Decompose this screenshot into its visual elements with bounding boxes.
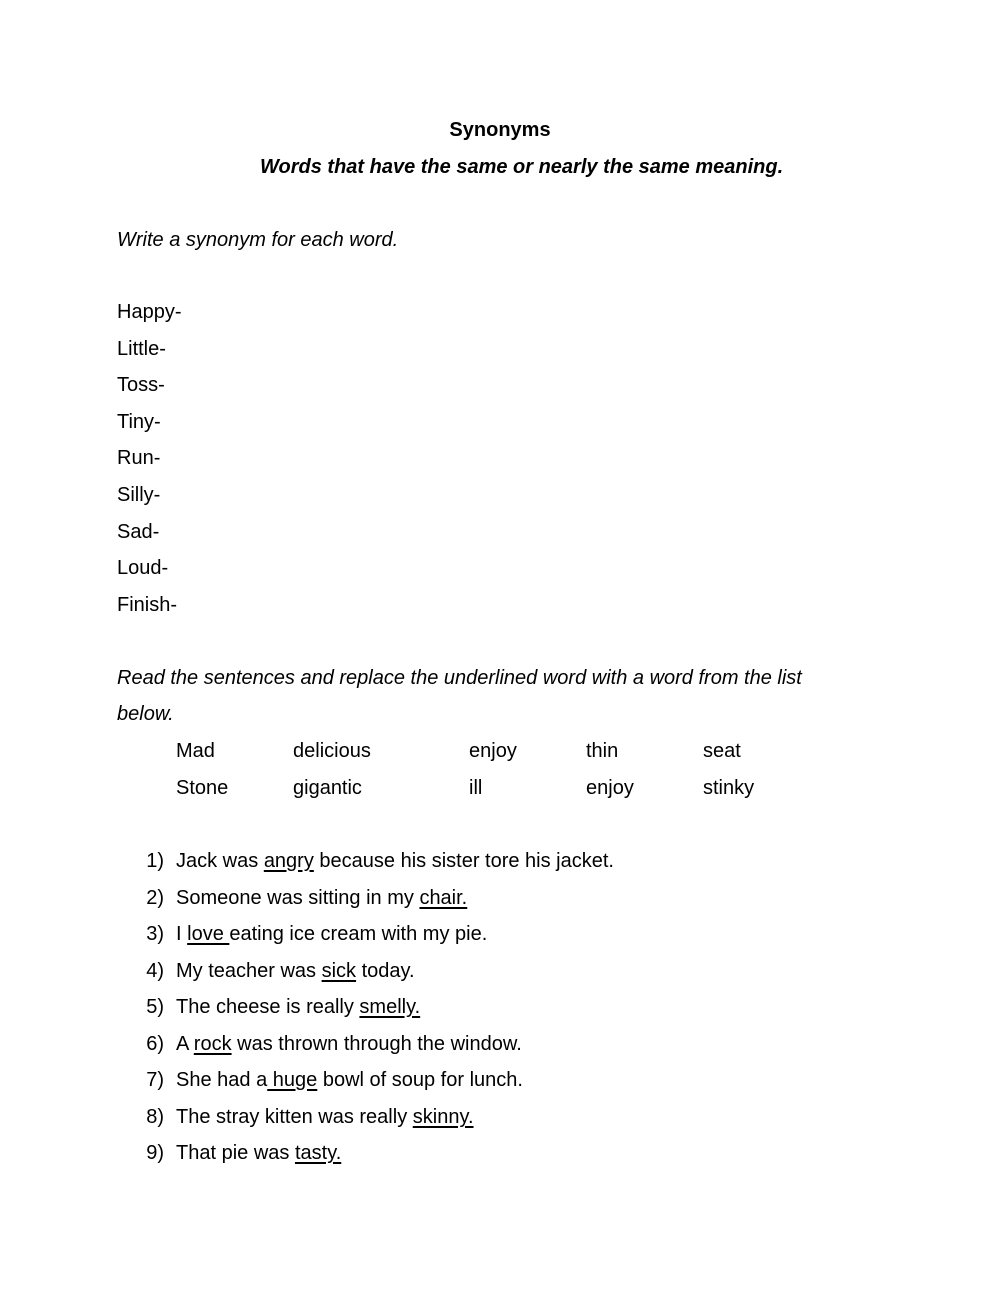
word-bank-item: Stone — [176, 777, 229, 799]
word-bank-item: gigantic — [293, 777, 362, 799]
synonym-word-finish: Finish- — [117, 594, 178, 616]
synonym-word-sad: Sad- — [117, 521, 160, 543]
sentence-text — [176, 1068, 523, 1092]
underlined-word: smelly. — [359, 996, 421, 1018]
word-bank-item: enjoy — [586, 777, 634, 799]
synonym-word-little: Little- — [117, 338, 166, 360]
synonym-word-run: Run- — [117, 447, 161, 469]
page-subtitle: Words that have the same or nearly the same meaning. — [260, 156, 784, 178]
sentence-number: 1) — [146, 850, 164, 872]
sentence-number: 5) — [146, 996, 164, 1018]
page-title: Synonyms — [449, 119, 551, 141]
underlined-word: love — [187, 923, 230, 945]
section2-instruction-line2: below. — [117, 703, 174, 725]
sentence-text — [176, 1105, 474, 1129]
synonym-word-toss: Toss- — [117, 374, 165, 396]
word-bank-item: ill — [469, 777, 483, 799]
underlined-word: tasty. — [294, 1142, 342, 1164]
sentence-number: 3) — [146, 923, 164, 945]
sentence-text-before: The cheese is really — [176, 996, 360, 1018]
sentence-text-before: The stray kitten was really — [176, 1106, 413, 1128]
sentence-text — [176, 922, 487, 946]
word-bank-item: Mad — [176, 740, 215, 762]
sentence-text-before: A — [176, 1033, 194, 1055]
word-bank-item: thin — [586, 740, 619, 762]
sentence-number: 4) — [146, 960, 164, 982]
sentence-text-before: I — [176, 923, 188, 945]
section2-instruction-line1: Read the sentences and replace the underlined word with a word from the list — [117, 667, 802, 689]
word-bank-item: enjoy — [469, 740, 517, 762]
synonym-word-silly: Silly- — [117, 484, 161, 506]
sentence-text — [176, 886, 467, 910]
sentence-number: 8) — [146, 1106, 164, 1128]
underlined-word: rock — [193, 1033, 232, 1055]
underlined-word: huge — [267, 1069, 318, 1091]
sentence-number: 7) — [146, 1069, 164, 1091]
underlined-word: angry — [263, 850, 314, 872]
sentence-text-before: Jack was — [176, 850, 264, 872]
sentence-text-before: My teacher was — [176, 960, 322, 982]
sentence-text — [176, 995, 420, 1019]
sentence-text-before: She had a — [176, 1069, 268, 1091]
sentence-text-before: Someone was sitting in my — [176, 887, 420, 909]
synonym-word-happy: Happy- — [117, 301, 182, 323]
word-bank-item: stinky — [703, 777, 755, 799]
sentence-text-after: because his sister tore his jacket. — [313, 850, 614, 872]
synonym-word-loud: Loud- — [117, 557, 169, 579]
underlined-word: sick — [321, 960, 357, 982]
sentence-text-after: eating ice cream with my pie. — [229, 923, 488, 945]
sentence-number: 2) — [146, 887, 164, 909]
synonym-word-tiny: Tiny- — [117, 411, 161, 433]
section1-instruction: Write a synonym for each word. — [117, 229, 399, 251]
underlined-word: chair. — [419, 887, 468, 909]
sentence-text-after: today. — [356, 960, 415, 982]
sentence-text — [176, 849, 614, 873]
sentence-text-before: That pie was — [176, 1142, 295, 1164]
word-bank-item: delicious — [293, 740, 371, 762]
sentence-text — [176, 959, 415, 983]
sentence-text-after: was thrown through the window. — [231, 1033, 522, 1055]
word-bank-item: seat — [703, 740, 741, 762]
sentence-number: 9) — [146, 1142, 164, 1164]
sentence-text-after: bowl of soup for lunch. — [317, 1069, 523, 1091]
sentence-text — [176, 1141, 341, 1165]
underlined-word: skinny. — [412, 1106, 474, 1128]
sentence-number: 6) — [146, 1033, 164, 1055]
sentence-text — [176, 1032, 522, 1056]
